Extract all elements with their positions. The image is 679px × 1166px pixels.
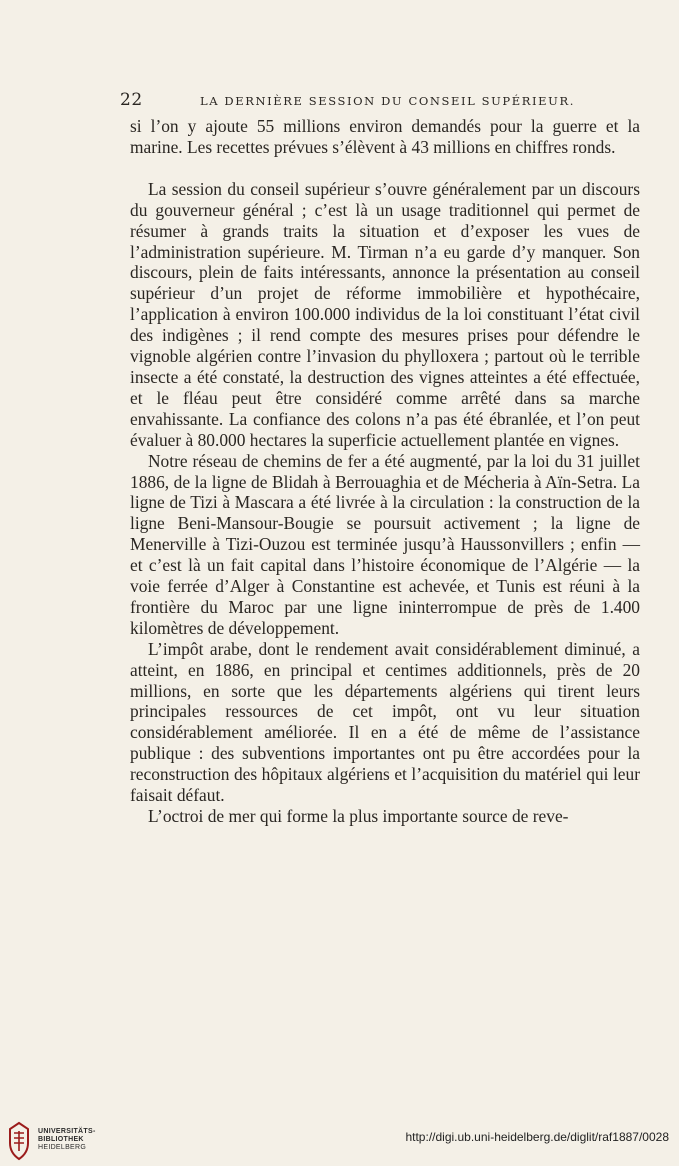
library-name-line: BIBLIOTHEK (38, 1136, 84, 1143)
paragraph-session: La session du conseil supérieur s’ouvre généralement par un discours du gouverneur général ; c’est là un usage traditionnel qui permet de résumer à grands traits la situation et d’exposer les vues de l’administration supérieure. M. Tirman n’a eu garde d’y manquer. Son discours, plein de faits intéressants, annonce la présentation au conseil supérieur d’un projet de réforme immobilière et hypothécaire, l’application à environ 100.000 individus de la loi constituant l’état civil des indigènes ; il rend compte des mesures prises pour défendre le vignoble algérien contre l’invasion du phylloxera ; partout où le terrible insecte a été constaté, la destruction des vignes atteintes a été effectuée, et le fléau peut être considéré comme arrêté dans sa marche envahissante. La confiance des colons n’a pas été ébranlée, et l’on peut évaluer à 80.000 hectares la superficie actuellement plantée en vignes. (130, 178, 640, 450)
library-name-line: HEIDELBERG (38, 1144, 87, 1151)
library-seal-icon (6, 1121, 32, 1161)
library-name-line: UNIVERSITÄTS- (38, 1128, 96, 1135)
paragraph-octroi: L’octroi de mer qui forme la plus importante source de reve- (148, 806, 569, 826)
paragraph-railways: Notre réseau de chemins de fer a été augmenté, par la loi du 31 juillet 1886, de la ligne de Blidah à Berrouaghia et de Mécheria à Aïn-Setra. La ligne de Tizi à Mascara a été livrée à la circulation : la construction de la ligne Beni-Mansour-Bougie se poursuit activement ; la ligne de Menerville à Tizi-Ouzou est terminée jusqu’à Haussonvillers ; enfin — et c’est là un fait capital dans l’histoire économique de l’Algérie — la voie ferrée d’Alger à Constantine est achevée, et Tunis est réuni à la frontière du Maroc par une ligne ininterrompue de près de 1.400 kilomètres de développement. (130, 450, 640, 638)
body-text (130, 116, 640, 827)
digitization-footer (0, 1118, 679, 1166)
paragraph-impot: L’impôt arabe, dont le rendement avait considérablement diminué, a atteint, en 1886, en principal et centimes additionnels, près de 20 millions, en sorte que les départements algériens qui tirent leurs principales ressources de cet impôt, ont vu leur situation considérablement améliorée. Il en a été de même de l’assistance publique : des subventions importantes ont pu être accordées pour la reconstruction des hôpitaux algériens et l’acquisition du matériel qui leur faisait défaut. (130, 638, 640, 806)
running-title: LA DERNIÈRE SESSION DU CONSEIL SUPÉRIEUR. (200, 94, 575, 108)
library-name (38, 1128, 96, 1152)
page-number: 22 (120, 90, 143, 110)
running-head (120, 88, 640, 112)
paragraph-continuation: si l’on y ajoute 55 millions environ demandés pour la guerre et la marine. Les recettes prévues s’élèvent à 43 millions en chiffres ronds. (130, 116, 640, 157)
source-url-link[interactable]: http://digi.ub.uni-heidelberg.de/diglit/raf1887/0028 (405, 1130, 669, 1144)
